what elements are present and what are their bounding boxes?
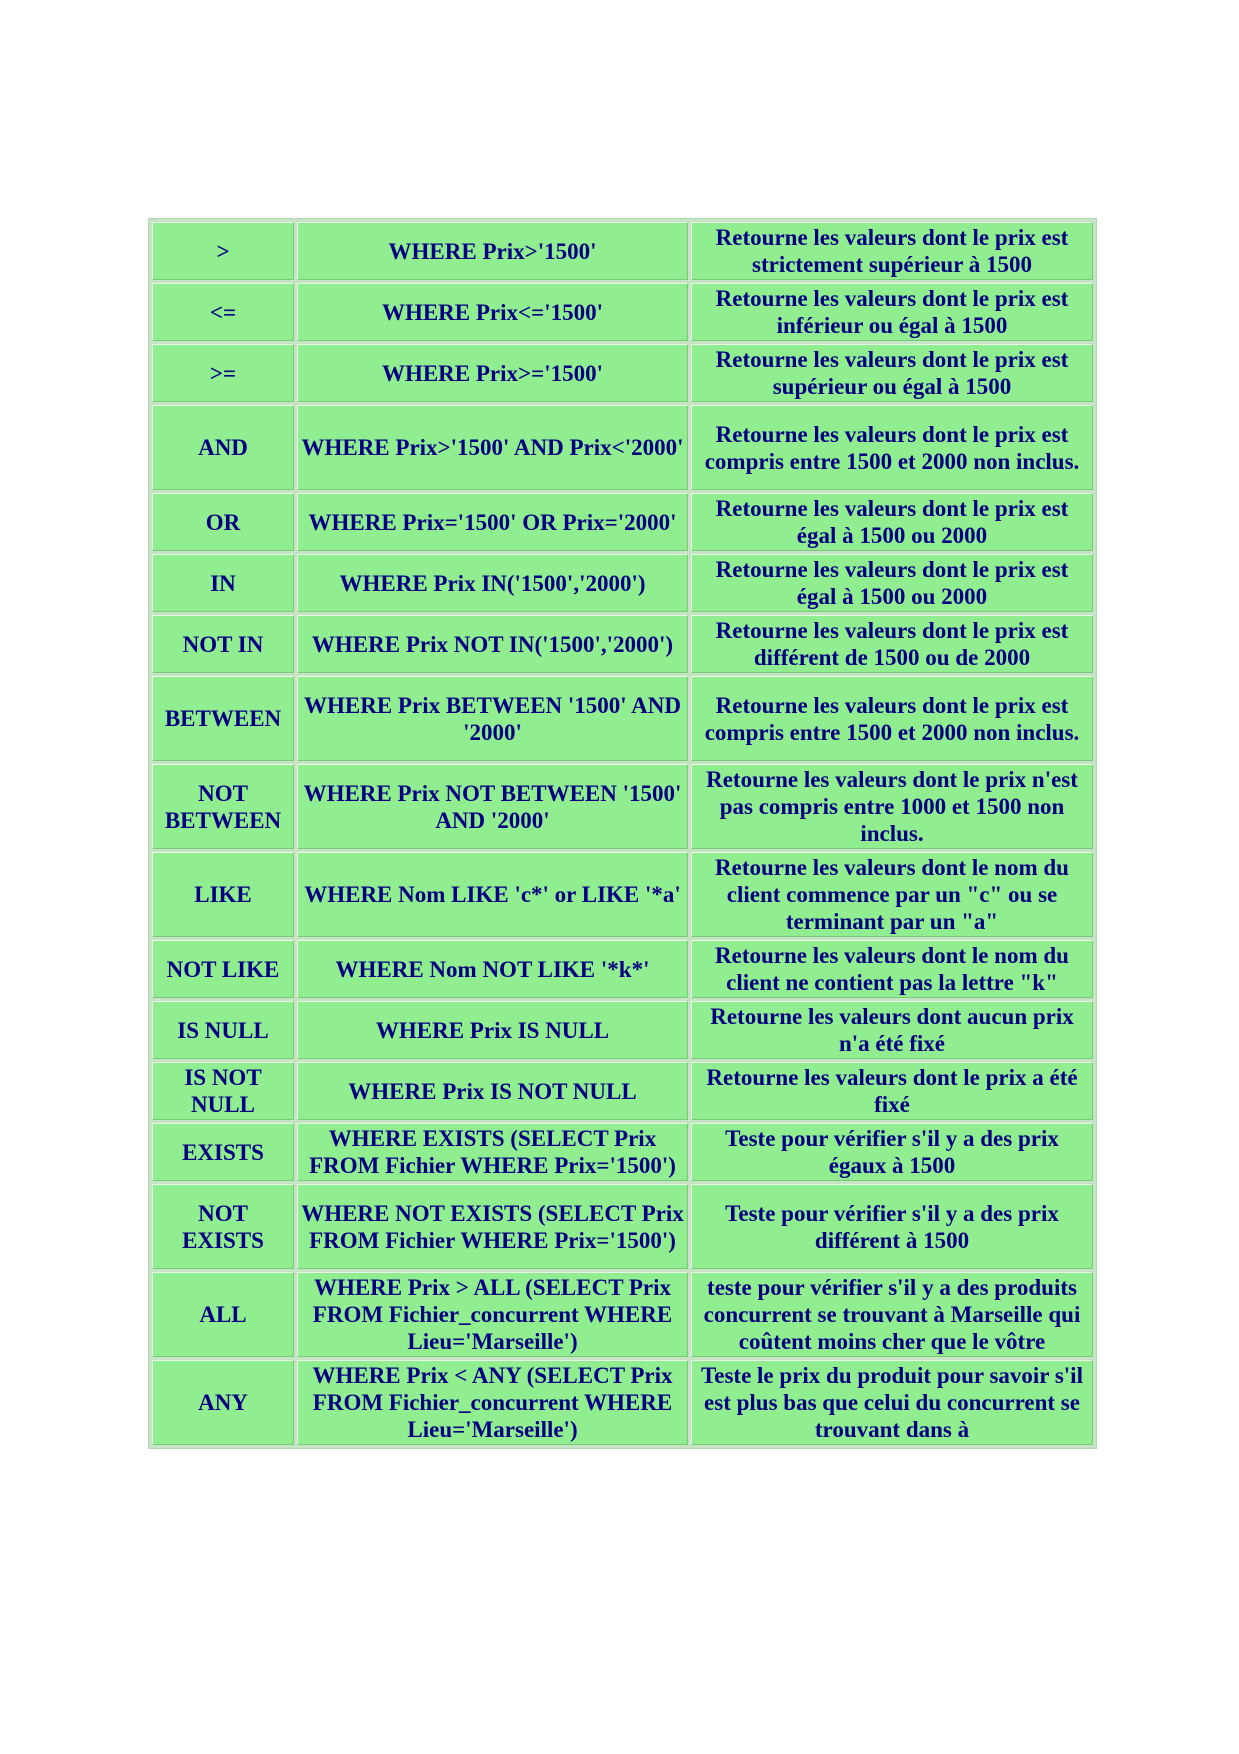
operator-cell: > xyxy=(152,222,294,280)
example-cell: WHERE Prix>'1500' AND Prix<'2000' xyxy=(297,405,688,490)
description-cell: Retourne les valeurs dont le prix n'est pas compris entre 1000 et 1500 non inclus. xyxy=(691,764,1093,849)
description-cell: Retourne les valeurs dont le prix est inférieur ou égal à 1500 xyxy=(691,283,1093,341)
example-cell: WHERE Nom LIKE 'c*' or LIKE '*a' xyxy=(297,852,688,937)
sql-operators-table xyxy=(148,218,1097,1449)
example-cell: WHERE Prix IS NULL xyxy=(297,1001,688,1059)
table-row xyxy=(152,493,1093,551)
table-row xyxy=(152,283,1093,341)
description-cell: teste pour vérifier s'il y a des produits concurrent se trouvant à Marseille qui coûtent moins cher que le vôtre xyxy=(691,1272,1093,1357)
description-cell: Retourne les valeurs dont aucun prix n'a été fixé xyxy=(691,1001,1093,1059)
operator-cell: NOT LIKE xyxy=(152,940,294,998)
example-cell: WHERE Prix>='1500' xyxy=(297,344,688,402)
example-cell: WHERE EXISTS (SELECT Prix FROM Fichier WHERE Prix='1500') xyxy=(297,1123,688,1181)
example-cell: WHERE NOT EXISTS (SELECT Prix FROM Fichier WHERE Prix='1500') xyxy=(297,1184,688,1269)
operator-cell: NOT EXISTS xyxy=(152,1184,294,1269)
example-cell: WHERE Prix > ALL (SELECT Prix FROM Fichier_concurrent WHERE Lieu='Marseille') xyxy=(297,1272,688,1357)
table-row xyxy=(152,764,1093,849)
table-row xyxy=(152,1184,1093,1269)
table-row xyxy=(152,1001,1093,1059)
description-cell: Teste pour vérifier s'il y a des prix égaux à 1500 xyxy=(691,1123,1093,1181)
example-cell: WHERE Prix NOT BETWEEN '1500' AND '2000' xyxy=(297,764,688,849)
table-row xyxy=(152,1062,1093,1120)
example-cell: WHERE Prix NOT IN('1500','2000') xyxy=(297,615,688,673)
operator-cell: IN xyxy=(152,554,294,612)
table-row xyxy=(152,1123,1093,1181)
operator-cell: ANY xyxy=(152,1360,294,1445)
table-row xyxy=(152,1272,1093,1357)
operators-table-container xyxy=(148,218,1095,1449)
operator-cell: LIKE xyxy=(152,852,294,937)
example-cell: WHERE Prix>'1500' xyxy=(297,222,688,280)
table-row xyxy=(152,1360,1093,1445)
table-row xyxy=(152,344,1093,402)
example-cell: WHERE Prix < ANY (SELECT Prix FROM Fichier_concurrent WHERE Lieu='Marseille') xyxy=(297,1360,688,1445)
description-cell: Teste pour vérifier s'il y a des prix différent à 1500 xyxy=(691,1184,1093,1269)
table-body xyxy=(152,222,1093,1445)
operator-cell: ALL xyxy=(152,1272,294,1357)
example-cell: WHERE Prix<='1500' xyxy=(297,283,688,341)
description-cell: Retourne les valeurs dont le prix est compris entre 1500 et 2000 non inclus. xyxy=(691,676,1093,761)
operator-cell: BETWEEN xyxy=(152,676,294,761)
example-cell: WHERE Prix='1500' OR Prix='2000' xyxy=(297,493,688,551)
operator-cell: IS NULL xyxy=(152,1001,294,1059)
description-cell: Retourne les valeurs dont le prix est différent de 1500 ou de 2000 xyxy=(691,615,1093,673)
operator-cell: <= xyxy=(152,283,294,341)
operator-cell: OR xyxy=(152,493,294,551)
table-row xyxy=(152,852,1093,937)
table-row xyxy=(152,676,1093,761)
example-cell: WHERE Nom NOT LIKE '*k*' xyxy=(297,940,688,998)
table-row xyxy=(152,940,1093,998)
description-cell: Retourne les valeurs dont le prix est égal à 1500 ou 2000 xyxy=(691,493,1093,551)
operator-cell: EXISTS xyxy=(152,1123,294,1181)
operator-cell: IS NOT NULL xyxy=(152,1062,294,1120)
operator-cell: NOT IN xyxy=(152,615,294,673)
example-cell: WHERE Prix IN('1500','2000') xyxy=(297,554,688,612)
table-row xyxy=(152,554,1093,612)
operator-cell: AND xyxy=(152,405,294,490)
description-cell: Retourne les valeurs dont le prix est strictement supérieur à 1500 xyxy=(691,222,1093,280)
example-cell: WHERE Prix BETWEEN '1500' AND '2000' xyxy=(297,676,688,761)
operator-cell: NOT BETWEEN xyxy=(152,764,294,849)
description-cell: Retourne les valeurs dont le nom du client ne contient pas la lettre "k" xyxy=(691,940,1093,998)
operator-cell: >= xyxy=(152,344,294,402)
example-cell: WHERE Prix IS NOT NULL xyxy=(297,1062,688,1120)
description-cell: Retourne les valeurs dont le nom du client commence par un "c" ou se terminant par un "a" xyxy=(691,852,1093,937)
table-row xyxy=(152,222,1093,280)
table-row xyxy=(152,405,1093,490)
description-cell: Retourne les valeurs dont le prix a été fixé xyxy=(691,1062,1093,1120)
description-cell: Retourne les valeurs dont le prix est compris entre 1500 et 2000 non inclus. xyxy=(691,405,1093,490)
table-row xyxy=(152,615,1093,673)
description-cell: Retourne les valeurs dont le prix est supérieur ou égal à 1500 xyxy=(691,344,1093,402)
description-cell: Teste le prix du produit pour savoir s'il est plus bas que celui du concurrent se trouvant dans à xyxy=(691,1360,1093,1445)
description-cell: Retourne les valeurs dont le prix est égal à 1500 ou 2000 xyxy=(691,554,1093,612)
